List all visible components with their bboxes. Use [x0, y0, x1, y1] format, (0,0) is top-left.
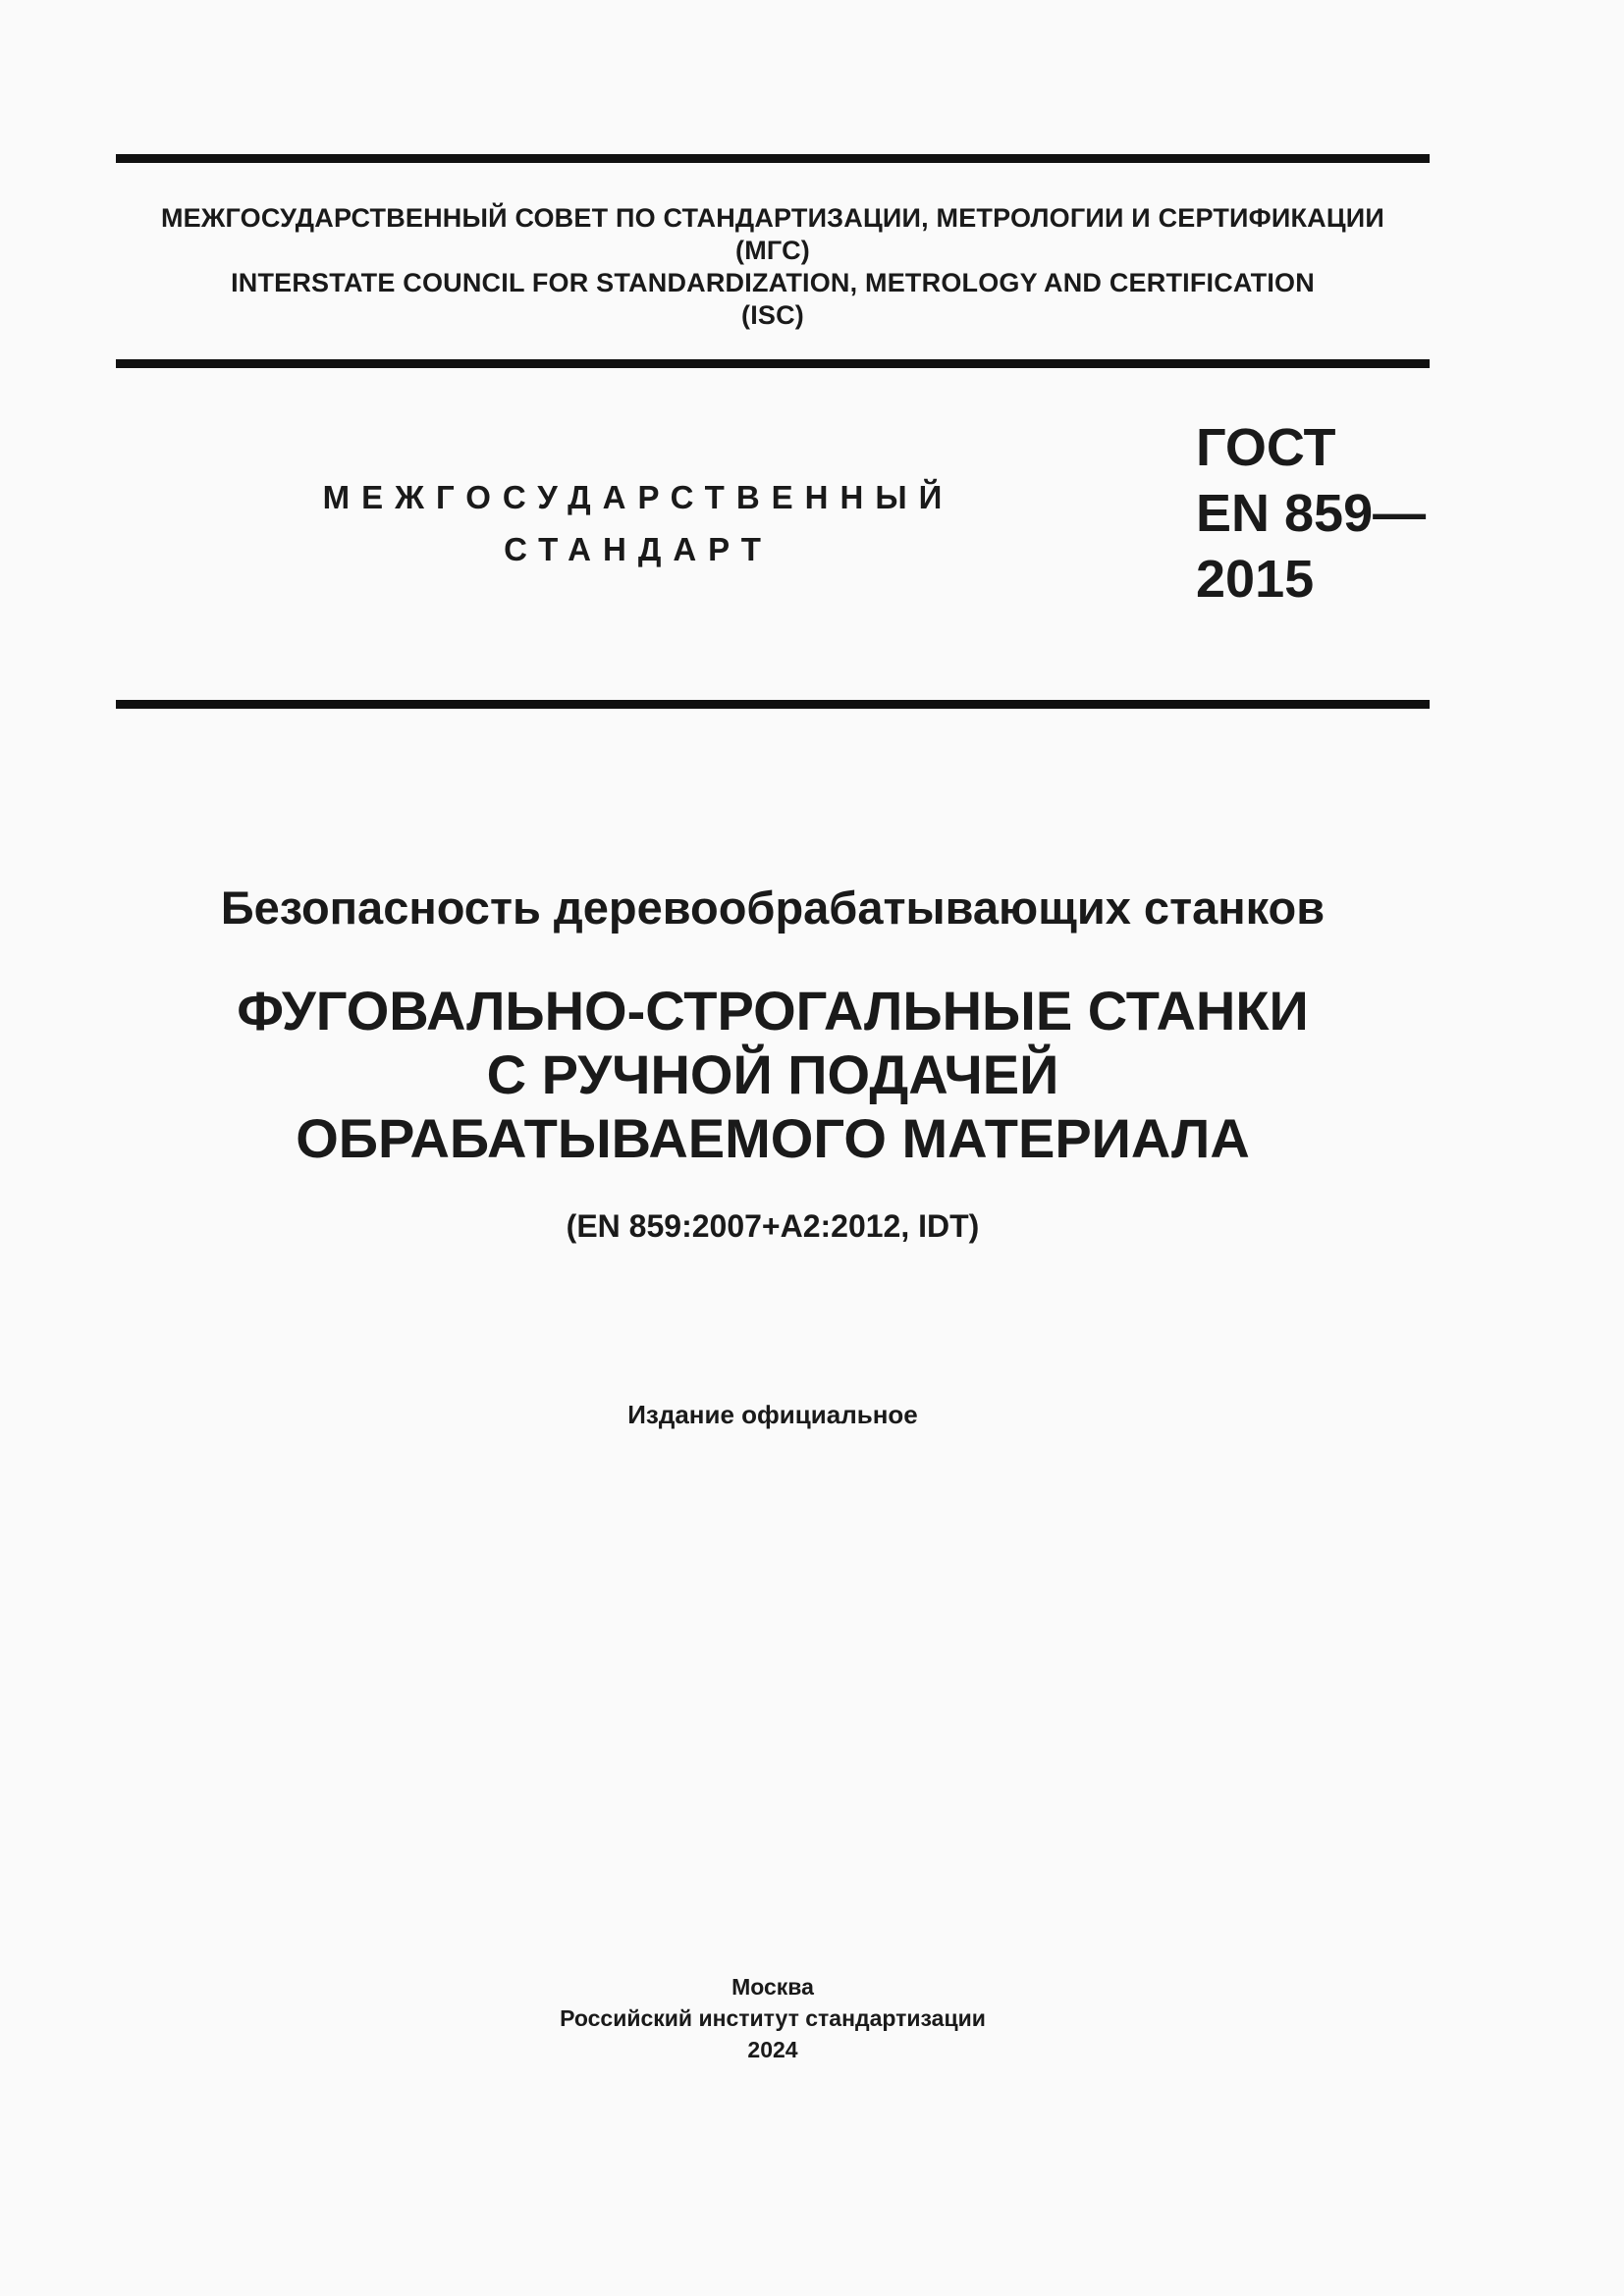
top-rule: [116, 154, 1430, 163]
council-name-ru: МЕЖГОСУДАРСТВЕННЫЙ СОВЕТ ПО СТАНДАРТИЗАЦИИ, МЕТРОЛОГИИ И СЕРТИФИКАЦИИ: [160, 203, 1385, 233]
standard-number-line2: EN 859—: [1196, 484, 1427, 543]
middle-rule: [116, 359, 1430, 368]
standard-number-line1: ГОСТ: [1196, 418, 1336, 477]
council-abbr-ru: (МГС): [735, 236, 810, 265]
document-title-line1: ФУГОВАЛЬНО-СТРОГАЛЬНЫЕ СТАНКИ: [237, 980, 1309, 1041]
document-subject: Безопасность деревообрабатывающих станков: [220, 881, 1326, 934]
bottom-rule: [116, 700, 1430, 709]
document-title-line3: ОБРАБАТЫВАЕМОГО МАТЕРИАЛА: [296, 1107, 1250, 1169]
standard-type-line2: СТАНДАРТ: [504, 531, 773, 567]
council-header: [116, 202, 1430, 332]
standard-number: [1196, 415, 1426, 613]
council-name-en: INTERSTATE COUNCIL FOR STANDARDIZATION, METROLOGY AND CERTIFICATION: [231, 268, 1315, 297]
council-abbr-en: (ISC): [741, 300, 804, 330]
source-reference: (EN 859:2007+A2:2012, IDT): [566, 1208, 980, 1244]
imprint-publisher: Российский институт стандартизации: [560, 2005, 986, 2031]
document-title-line2: С РУЧНОЙ ПОДАЧЕЙ: [486, 1043, 1059, 1105]
imprint: [116, 1971, 1430, 2065]
standard-type: [295, 471, 982, 575]
standard-type-line1: МЕЖГОСУДАРСТВЕННЫЙ: [322, 479, 954, 515]
imprint-city: Москва: [731, 1974, 814, 2000]
edition-label: Издание официальное: [627, 1400, 918, 1429]
imprint-year: 2024: [747, 2037, 798, 2062]
standard-number-line3: 2015: [1196, 550, 1315, 609]
document-title: [116, 979, 1430, 1170]
